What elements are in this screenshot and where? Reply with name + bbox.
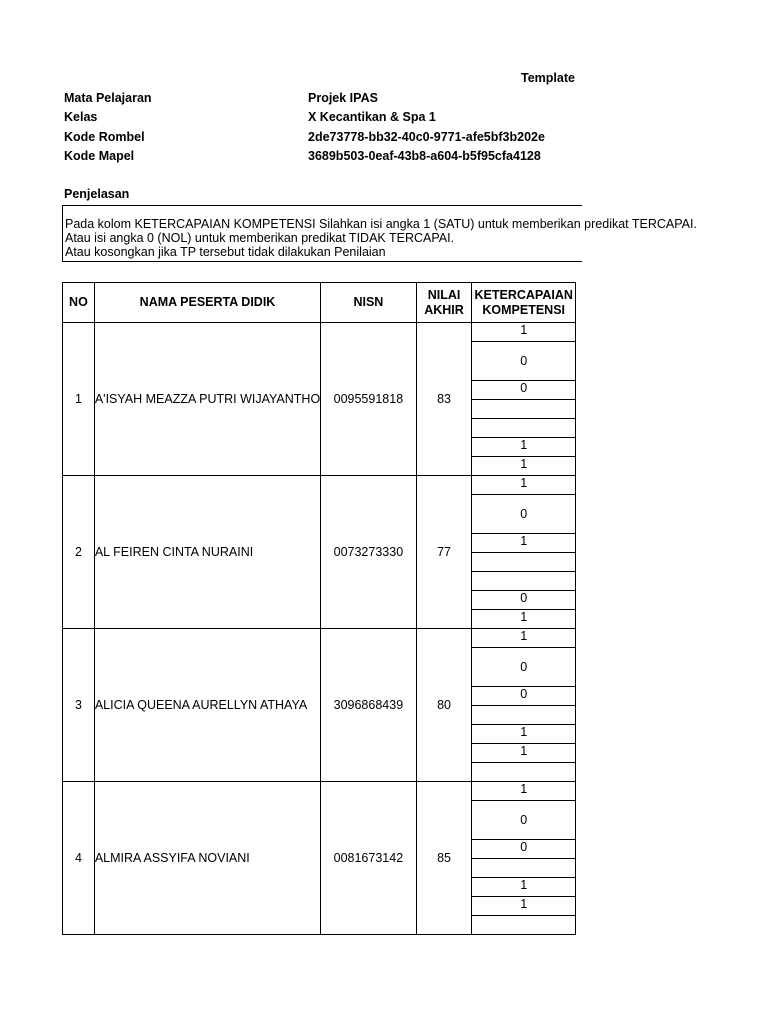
kompetensi-cell[interactable]: 1 [472, 629, 576, 648]
info-label-kode-rombel: Kode Rombel [64, 130, 145, 144]
kompetensi-cell[interactable] [472, 763, 576, 782]
kompetensi-cell[interactable] [472, 400, 576, 419]
kompetensi-cell[interactable] [472, 916, 576, 935]
kompetensi-cell[interactable] [472, 706, 576, 725]
student-no-cell: 3 [63, 629, 95, 782]
table-header-row [63, 283, 576, 323]
table-row [63, 476, 576, 495]
student-name-cell[interactable]: A'ISYAH MEAZZA PUTRI WIJAYANTHO [94, 323, 320, 476]
kompetensi-cell[interactable]: 1 [472, 725, 576, 744]
table-row [63, 629, 576, 648]
kompetensi-cell[interactable]: 1 [472, 782, 576, 801]
kompetensi-cell[interactable]: 0 [472, 591, 576, 610]
kompetensi-cell[interactable]: 0 [472, 495, 576, 534]
student-nisn-cell[interactable]: 3096868439 [321, 629, 416, 782]
header-nilai-akhir [416, 283, 472, 323]
kompetensi-cell[interactable]: 0 [472, 801, 576, 840]
explanation-box [62, 205, 697, 262]
info-label-mata-pelajaran: Mata Pelajaran [64, 91, 152, 105]
student-name-cell[interactable]: ALICIA QUEENA AURELLYN ATHAYA [94, 629, 320, 782]
header-nilai-line-1: NILAI [427, 287, 461, 302]
student-nilai-cell[interactable]: 83 [416, 323, 472, 476]
kompetensi-cell[interactable]: 1 [472, 897, 576, 916]
header-kom-line-2: KOMPETENSI [482, 302, 566, 317]
kompetensi-cell[interactable]: 0 [472, 687, 576, 706]
kompetensi-cell[interactable]: 0 [472, 840, 576, 859]
info-value-mata-pelajaran[interactable]: Projek IPAS [308, 91, 378, 105]
student-nisn-cell[interactable]: 0073273330 [321, 476, 416, 629]
student-name-cell[interactable]: ALMIRA ASSYIFA NOVIANI [94, 782, 320, 935]
kompetensi-cell[interactable] [472, 553, 576, 572]
kompetensi-cell[interactable]: 1 [472, 457, 576, 476]
student-no-cell: 2 [63, 476, 95, 629]
student-no-cell: 4 [63, 782, 95, 935]
kompetensi-cell[interactable]: 1 [472, 534, 576, 553]
kompetensi-cell[interactable] [472, 419, 576, 438]
student-nisn-cell[interactable]: 0095591818 [321, 323, 416, 476]
header-nisn: NISN [321, 283, 416, 323]
header-no: NO [63, 283, 95, 323]
info-value-kelas[interactable]: X Kecantikan & Spa 1 [308, 110, 436, 124]
student-grade-table [62, 282, 576, 935]
template-title: Template [521, 71, 575, 85]
student-nilai-cell[interactable]: 85 [416, 782, 472, 935]
kompetensi-cell[interactable]: 0 [472, 381, 576, 400]
header-ketercapaian-kompetensi [472, 283, 576, 323]
header-nilai-line-2: AKHIR [424, 302, 464, 317]
kompetensi-cell[interactable]: 1 [472, 476, 576, 495]
table-row [63, 323, 576, 342]
student-no-cell: 1 [63, 323, 95, 476]
kompetensi-cell[interactable]: 1 [472, 744, 576, 763]
header-nama: NAMA PESERTA DIDIK [94, 283, 320, 323]
kompetensi-cell[interactable] [472, 572, 576, 591]
kompetensi-cell[interactable]: 1 [472, 878, 576, 897]
student-nilai-cell[interactable]: 80 [416, 629, 472, 782]
info-label-kode-mapel: Kode Mapel [64, 149, 135, 163]
explanation-line: Atau isi angka 0 (NOL) untuk memberikan predikat TIDAK TERCAPAI. [65, 231, 455, 245]
kompetensi-cell[interactable]: 1 [472, 323, 576, 342]
kompetensi-cell[interactable]: 1 [472, 610, 576, 629]
info-value-kode-rombel[interactable]: 2de73778-bb32-40c0-9771-afe5bf3b202e [308, 130, 545, 144]
explanation-line: Atau kosongkan jika TP tersebut tidak dilakukan Penilaian [65, 245, 386, 259]
kompetensi-cell[interactable]: 1 [472, 438, 576, 457]
info-label-kelas: Kelas [64, 110, 98, 124]
student-name-cell[interactable]: AL FEIREN CINTA NURAINI [94, 476, 320, 629]
student-nisn-cell[interactable]: 0081673142 [321, 782, 416, 935]
info-value-kode-mapel[interactable]: 3689b503-0eaf-43b8-a604-b5f95cfa4128 [308, 149, 541, 163]
kompetensi-cell[interactable]: 0 [472, 342, 576, 381]
penjelasan-label: Penjelasan [64, 187, 130, 201]
explanation-line: Pada kolom KETERCAPAIAN KOMPETENSI Silahkan isi angka 1 (SATU) untuk memberikan predikat TERCAPAI. [65, 217, 697, 231]
kompetensi-cell[interactable] [472, 859, 576, 878]
table-row [63, 782, 576, 801]
student-nilai-cell[interactable]: 77 [416, 476, 472, 629]
kompetensi-cell[interactable]: 0 [472, 648, 576, 687]
header-kom-line-1: KETERCAPAIAN [474, 287, 573, 302]
